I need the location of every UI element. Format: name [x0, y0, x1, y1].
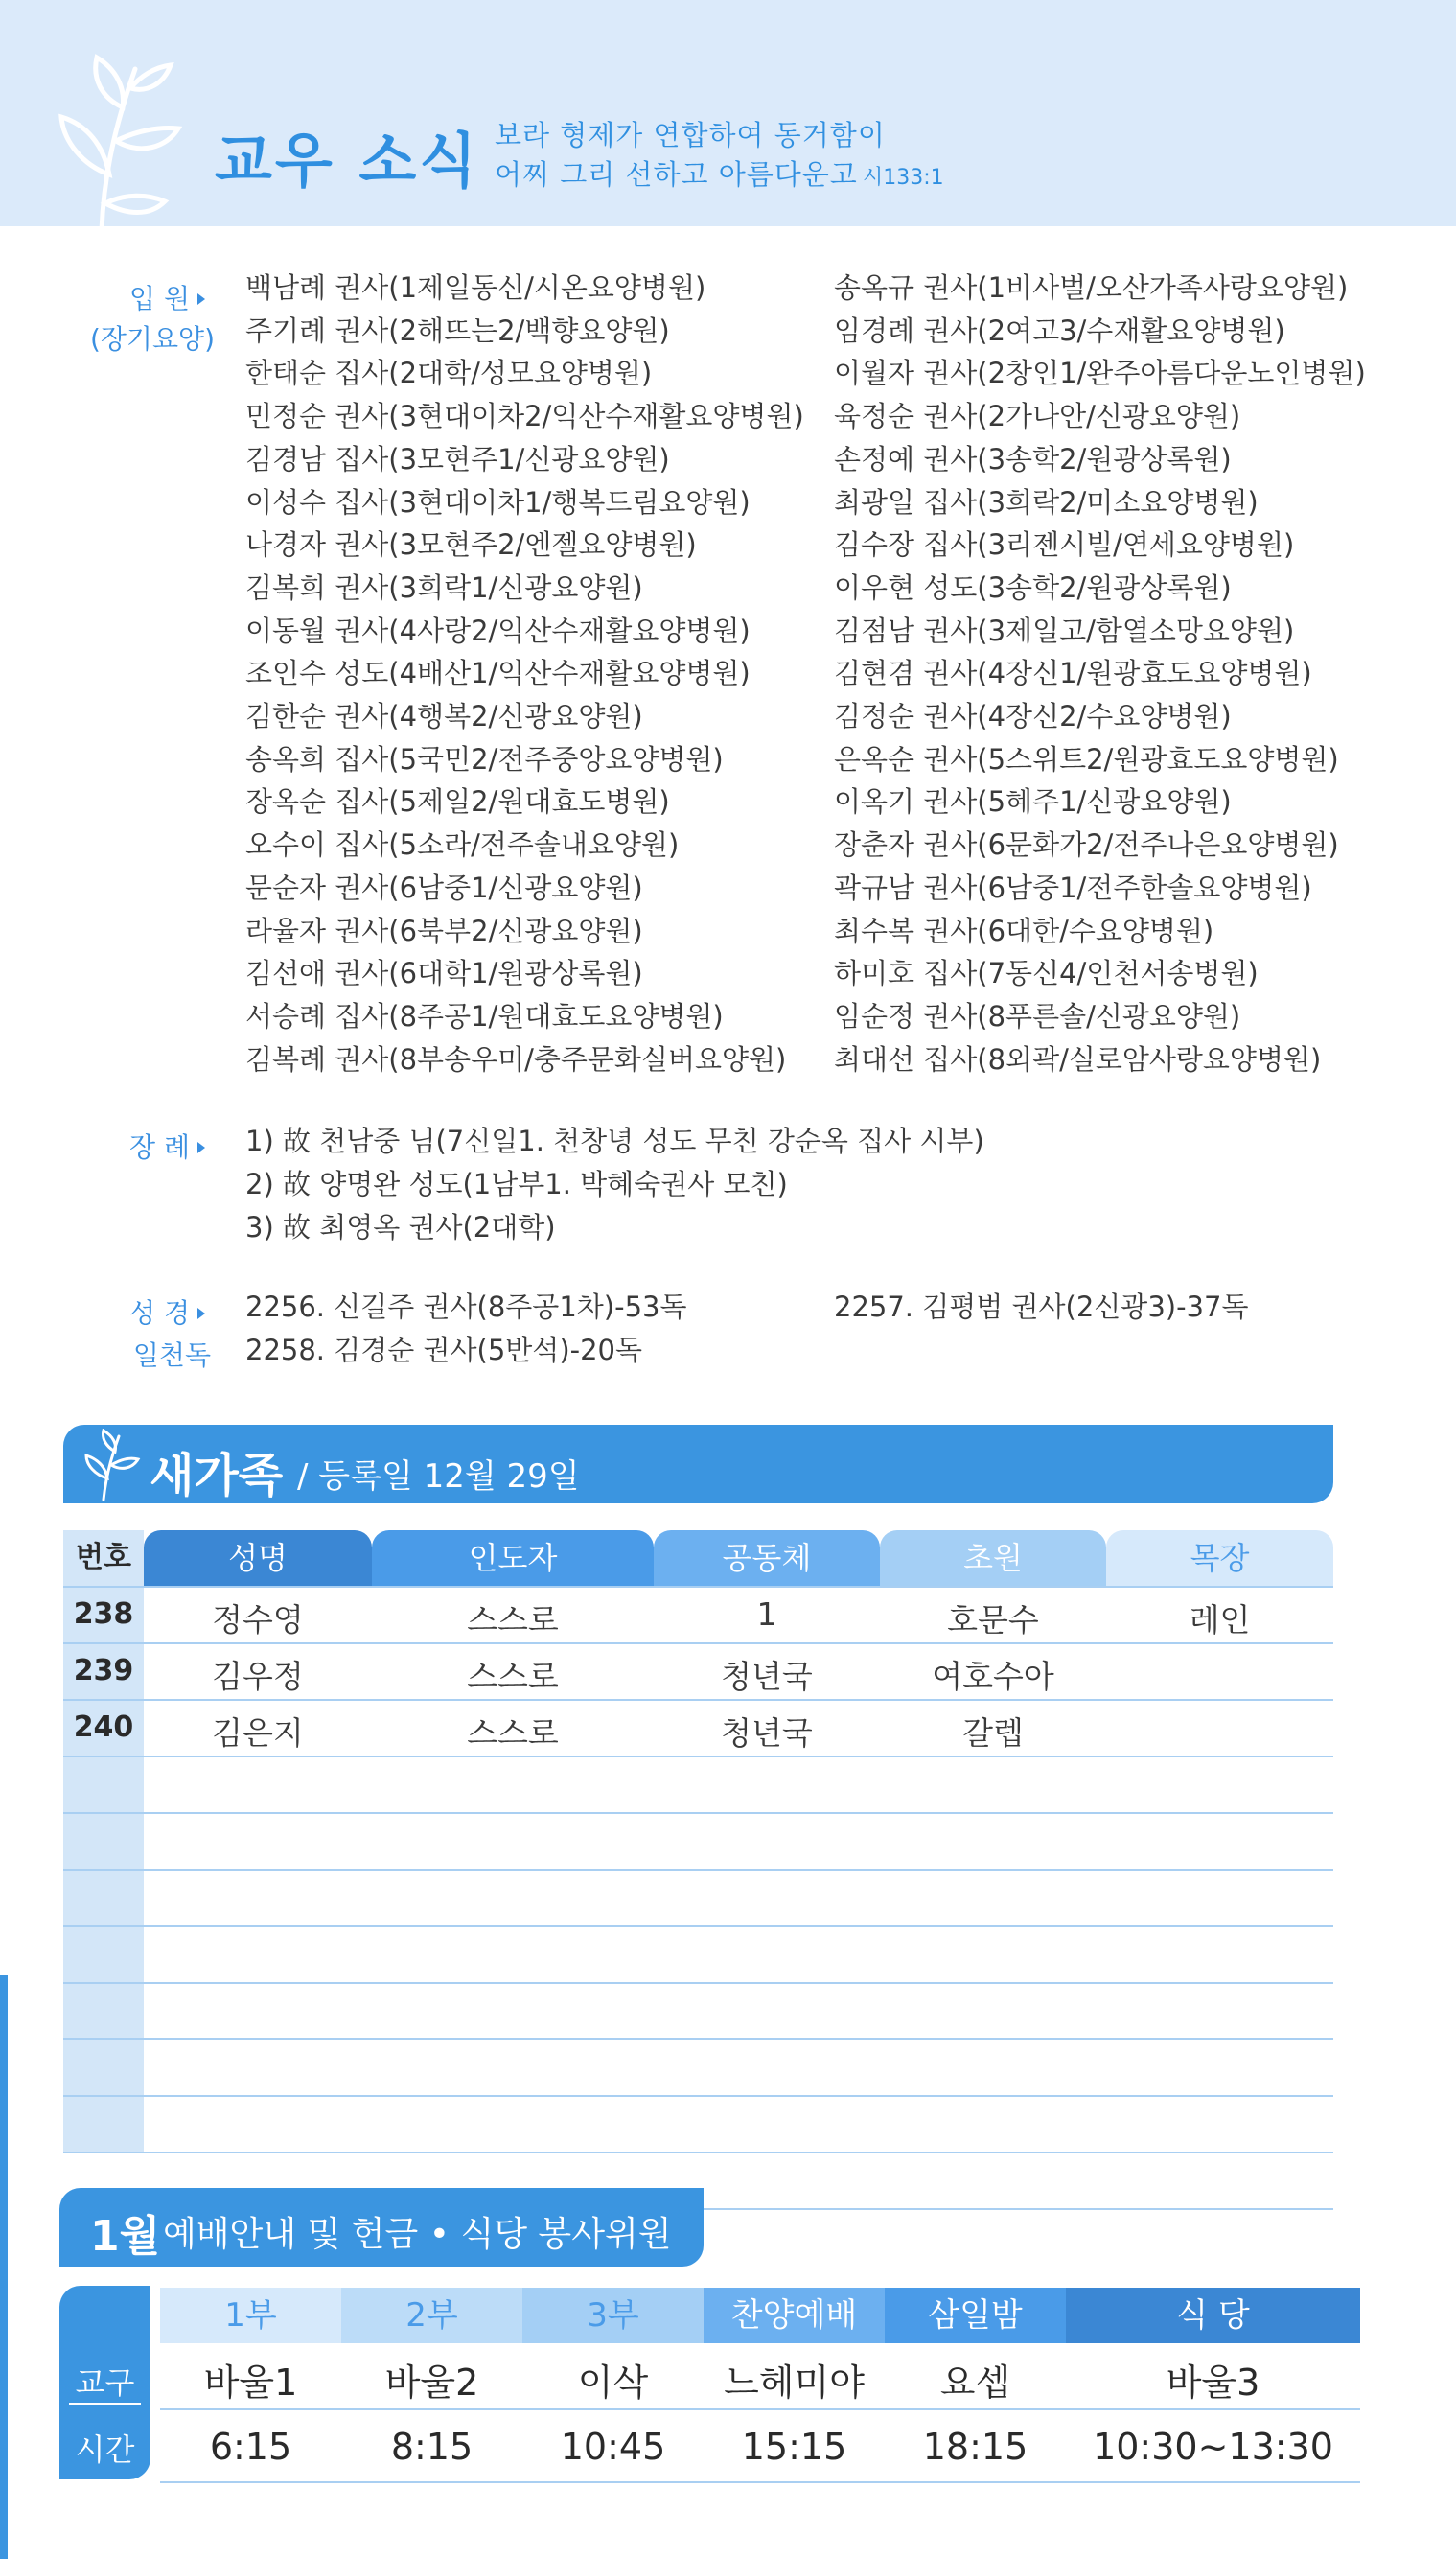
triangle-right-icon: [197, 1308, 205, 1319]
worship-time: 15:15: [741, 2426, 847, 2468]
admission-item: 최대선 집사(8외곽/실로암사랑요양병원): [834, 1042, 1322, 1076]
admission-item: 한태순 집사(2대학/성모요양병원): [245, 357, 653, 390]
table-row-line: [63, 2038, 1333, 2040]
admission-item: 김복희 권사(3희락1/신광요양원): [245, 570, 643, 604]
worship-header-4: 삼일밤: [885, 2288, 1066, 2343]
worship-header-0: 1부: [160, 2288, 341, 2343]
triangle-right-icon: [197, 1142, 205, 1153]
side-divider: [69, 2403, 141, 2405]
admission-item: 은옥순 권사(5스위트2/원광효도요양병원): [834, 742, 1339, 776]
number-header: 번호: [76, 1541, 131, 1574]
worship-header-2: 3부: [522, 2288, 704, 2343]
admission-item: 송옥희 집사(5국민2/전주중앙요양병원): [245, 742, 724, 776]
column-header-2: 공동체: [654, 1530, 880, 1586]
worship-time: 18:15: [922, 2426, 1028, 2468]
table-row-line: [63, 1869, 1333, 1871]
worship-time: 6:15: [209, 2426, 292, 2468]
admission-item: 백남례 권사(1제일동신/시온요양병원): [245, 271, 706, 304]
admission-item: 주기례 권사(2해뜨는2/백향요양원): [245, 314, 670, 347]
funeral-item: 3) 故 최영옥 권사(2대학): [245, 1211, 556, 1244]
admission-item: 이옥기 권사(5혜주1/신광요양원): [834, 785, 1232, 819]
admission-item: 김정순 권사(4장신2/수요양병원): [834, 700, 1232, 733]
leaf-branch-icon: [44, 50, 188, 232]
admission-item: 송옥규 권사(1비사벌/오산가족사랑요양원): [834, 271, 1349, 304]
admission-item: 하미호 집사(7동신4/인천서송병원): [834, 957, 1259, 990]
row-number: 239: [73, 1654, 134, 1687]
table-row-line: [63, 1925, 1333, 1927]
table-row-line: [63, 1642, 1333, 1644]
worship-header-5: 식 당: [1066, 2288, 1360, 2343]
worship-time: 10:30~13:30: [1093, 2426, 1333, 2468]
worship-row-line: [160, 2481, 1360, 2483]
worship-district: 요셉: [939, 2361, 1011, 2404]
table-row-line: [63, 1699, 1333, 1701]
worship-district: 바울3: [1166, 2361, 1260, 2404]
admission-item: 김경남 집사(3모현주1/신광요양원): [245, 442, 670, 476]
column-header-3: 초원: [880, 1530, 1106, 1586]
admission-item: 손정예 권사(3송학2/원광상록원): [834, 442, 1232, 476]
table-cell: 김우정: [212, 1658, 304, 1695]
verse-line-1: 보라 형제가 연합하여 동거함이: [495, 119, 886, 151]
column-header-0: 성명: [144, 1530, 372, 1586]
worship-time: 10:45: [560, 2426, 666, 2468]
admission-item: 이성수 집사(3현대이차1/행복드림요양원): [245, 485, 751, 519]
worship-time: 8:15: [390, 2426, 474, 2468]
row-number: 240: [73, 1710, 134, 1744]
admission-item: 김수장 집사(3리젠시빌/연세요양병원): [834, 528, 1295, 562]
funeral-label: 장 례: [61, 1127, 205, 1165]
admission-item: 곽규남 권사(6남중1/전주한솔요양병원): [834, 871, 1312, 904]
worship-district: 바울1: [203, 2361, 298, 2404]
admission-item: 최광일 집사(3희락2/미소요양병원): [834, 485, 1259, 519]
admission-item: 육정순 권사(2가나안/신광요양원): [834, 400, 1241, 433]
table-row-line: [63, 1586, 1333, 1588]
funeral-item: 1) 故 천남중 님(7신일1. 천창녕 성도 무친 강순옥 집사 시부): [245, 1125, 984, 1157]
admission-item: 오수이 집사(5소라/전주솔내요양원): [245, 828, 680, 862]
admission-item: 민정순 권사(3현대이차2/익산수재활요양병원): [245, 400, 804, 433]
admission-label: 입 원: [61, 278, 205, 316]
triangle-right-icon: [197, 293, 205, 305]
table-cell: 스스로: [467, 1714, 559, 1752]
verse-reference: 시133:1: [863, 166, 944, 190]
admission-item: 문순자 권사(6남중1/신광요양원): [245, 871, 643, 904]
admission-item: 김점남 권사(3제일고/함열소망요양원): [834, 614, 1295, 647]
table-cell: 정수영: [212, 1601, 304, 1639]
admission-item: 임순정 권사(8푸른솔/신광요양원): [834, 999, 1241, 1033]
admission-item: 장옥순 집사(5제일2/원대효도병원): [245, 785, 670, 819]
admission-item: 김선애 권사(6대학1/원광상록원): [245, 957, 643, 990]
bible-sublabel: 일천독: [132, 1339, 211, 1371]
admission-item: 김한순 권사(4행복2/신광요양원): [245, 700, 643, 733]
bible-item: 2256. 신길주 권사(8주공1차)-53독: [245, 1291, 687, 1323]
district-label: 교구: [75, 2364, 135, 2401]
worship-header-3: 찬양예배: [704, 2288, 885, 2343]
page-title: 교우 소식: [215, 126, 480, 196]
table-cell: 스스로: [467, 1658, 559, 1695]
table-cell: 호문수: [947, 1601, 1039, 1639]
admission-item: 서승례 집사(8주공1/원대효도요양병원): [245, 999, 724, 1033]
table-cell: 여호수아: [932, 1658, 1054, 1695]
table-cell: 레인: [1189, 1601, 1251, 1639]
worship-month: 1월: [90, 2212, 161, 2261]
admission-item: 최수복 권사(6대한/수요양병원): [834, 914, 1214, 947]
bible-item: 2257. 김평범 권사(2신광3)-37독: [834, 1291, 1249, 1323]
new-family-date: / 등록일 12월 29일: [297, 1457, 580, 1496]
bible-item: 2258. 김경순 권사(5반석)-20독: [245, 1334, 643, 1366]
verse-line-2: 어찌 그리 선하고 아름다운고: [495, 158, 858, 191]
table-row-line: [63, 1756, 1333, 1757]
worship-header-1: 2부: [341, 2288, 522, 2343]
left-accent-strip: [0, 1975, 8, 2559]
table-cell: 청년국: [721, 1658, 813, 1695]
table-cell: 스스로: [467, 1601, 559, 1639]
bible-label: 성 경: [61, 1292, 205, 1331]
worship-row-line: [160, 2408, 1360, 2410]
table-row-line: [63, 1982, 1333, 1984]
worship-district: 느헤미야: [724, 2361, 865, 2404]
table-cell: 김은지: [212, 1714, 304, 1752]
worship-district: 바울2: [384, 2361, 479, 2404]
admission-item: 이우현 성도(3송학2/원광상록원): [834, 570, 1232, 604]
admission-item: 임경례 권사(2여고3/수재활요양병원): [834, 314, 1285, 347]
table-row-line: [63, 1812, 1333, 1814]
table-cell: 1: [756, 1595, 777, 1633]
admission-sublabel: (장기요양): [89, 323, 215, 355]
admission-item: 조인수 성도(4배산1/익산수재활요양병원): [245, 657, 751, 690]
admission-item: 김복례 권사(8부송우미/충주문화실버요양원): [245, 1042, 787, 1076]
time-label: 시간: [75, 2431, 135, 2468]
row-number: 238: [73, 1597, 134, 1631]
admission-item: 이월자 권사(2창인1/완주아름다운노인병원): [834, 357, 1366, 390]
table-row-line: [63, 2095, 1333, 2097]
admission-item: 김현겸 권사(4장신1/원광효도요양병원): [834, 657, 1312, 690]
admission-item: 이동월 권사(4사랑2/익산수재활요양병원): [245, 614, 751, 647]
new-family-title: 새가족: [150, 1449, 284, 1502]
admission-item: 나경자 권사(3모현주2/엔젤요양병원): [245, 528, 697, 562]
worship-title: 예배안내 및 헌금 • 식당 봉사위원: [163, 2215, 672, 2254]
column-header-4: 목장: [1106, 1530, 1333, 1586]
table-cell: 청년국: [721, 1714, 813, 1752]
funeral-item: 2) 故 양명완 성도(1남부1. 박혜숙권사 모친): [245, 1168, 788, 1200]
admission-item: 라율자 권사(6북부2/신광요양원): [245, 914, 643, 947]
worship-district: 이삭: [577, 2361, 649, 2404]
leaf-icon: [81, 1429, 142, 1501]
table-row-line: [63, 2152, 1333, 2153]
admission-item: 장춘자 권사(6문화가2/전주나은요양병원): [834, 828, 1339, 862]
column-header-1: 인도자: [372, 1530, 654, 1586]
table-cell: 갈렙: [962, 1714, 1024, 1752]
